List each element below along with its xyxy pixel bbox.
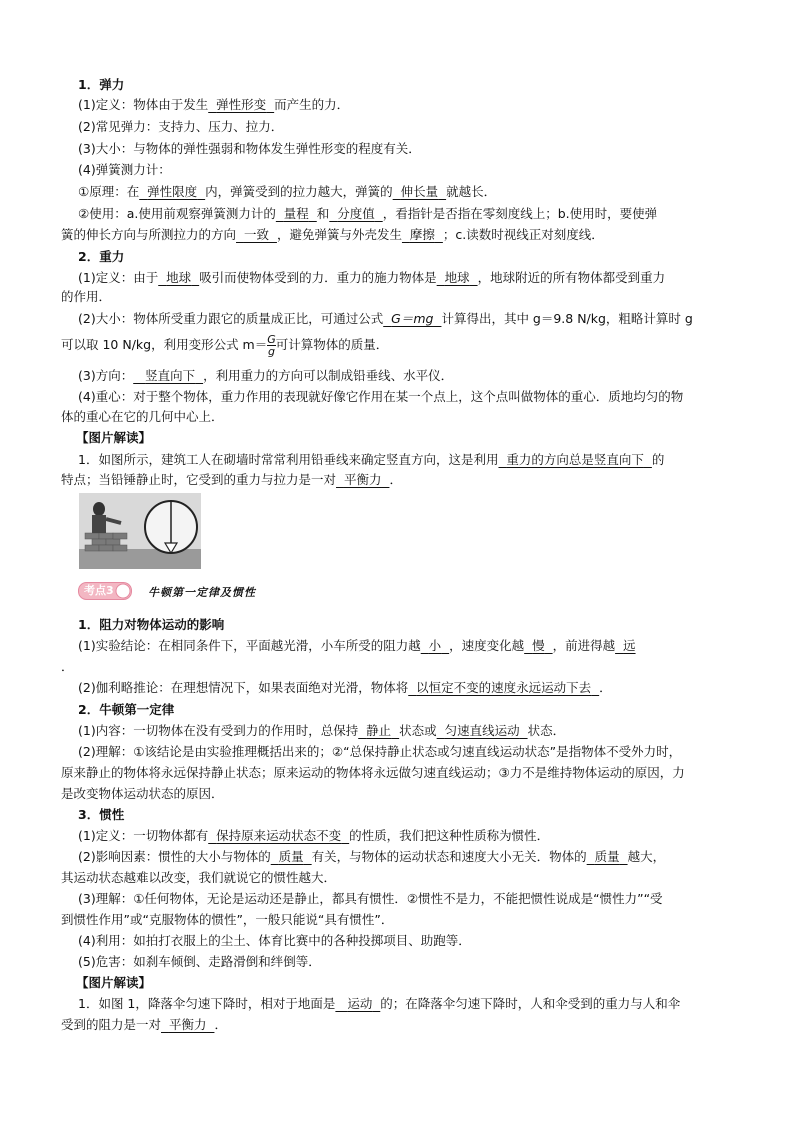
blank-answer: 远 [623,638,636,653]
exam-point-badge-label: 考点3 [84,584,114,597]
blank-answer: G＝mg [391,311,434,326]
elastic-common: (2)常见弹力：支持力、压力、拉力． [78,119,284,134]
picture-interpretation-heading: 【图片解读】 [76,430,152,445]
blank-answer: 小 [428,638,442,653]
experiment-conclusion-1: (1)实验结论：在相同条件下，平面越光滑，小车所受的阻力越 小 ，速度变化越 慢 ，前进得越 远 [78,638,636,653]
experiment-conclusion-2: ． [61,659,74,674]
blank-answer: 分度值 [337,206,375,221]
newton-law-understanding-2: 原来静止的物体将永远保持静止状态；原来运动的物体将永远做匀速直线运动；③力不是维持物体运动的原因，力 [61,765,685,780]
blank-answer: 竖直向下 [145,368,196,383]
galileo-inference: (2)伽利略推论：在理想情况下，如果表面绝对光滑，物体将 以恒定不变的速度永远运动下去 ． [78,680,612,695]
spring-meter: (4)弹簧测力计： [78,162,171,177]
heading-gravity: 2．重力 [78,249,125,264]
heading-elastic-force: 1．弹力 [78,77,125,92]
gravity-size-1: (2)大小：物体所受重力跟它的质量成正比，可通过公式 G＝mg 计算得出，其中 g＝9.8 N/kg，粗略计算时 g [78,311,693,326]
gravity-definition-2: 的作用． [61,289,112,304]
meter-use-2: 簧的伸长方向与所测拉力的方向 一致 ，避免弹簧与外壳发生 摩擦 ；c.读数时视线正对刻度线． [61,227,604,242]
plumb-line-text-2: 特点；当铅锤静止时，它受到的重力与拉力是一对 平衡力 ． [61,472,402,487]
newton-law-content: (1)内容：一切物体在没有受到力的作用时，总保持 静止 状态或 匀速直线运动 状态． [78,723,566,738]
fraction-G-over-g: $\frac{G}{g}$ [267,333,276,358]
parachute-text-1: 1．如图 1，降落伞匀速下降时，相对于地面是 运动 的；在降落伞匀速下降时，人和伞受到的重力与人和伞 [78,996,681,1011]
blank-answer: 量程 [283,206,309,221]
parachute-text-2: 受到的阻力是一对 平衡力 ． [61,1017,227,1032]
picture-interpretation-heading-2: 【图片解读】 [76,975,152,990]
elastic-size: (3)大小：与物体的弹性强弱和物体发生弹性形变的程度有关． [78,141,421,156]
inertia-factors-2: 其运动状态越难以改变，我们就说它的惯性越大． [61,870,337,885]
blank-answer: 平衡力 [168,1017,207,1032]
blank-answer: 弹性限度 [147,184,198,199]
meter-principle: ①原理：在 弹性限度 内，弹簧受到的拉力越大，弹簧的 伸长量 就越长． [78,184,497,199]
blank-answer: 静止 [366,723,392,738]
worker-plumb-line-figure [79,493,201,569]
blank-answer: 匀速直线运动 [444,723,520,738]
blank-answer: 质量 [278,849,304,864]
meter-use-1: ②使用：a.使用前观察弹簧测力计的 量程 和 分度值 ，看指针是否指在零刻度线上；b.使用时，要使弹 [78,206,658,221]
gravity-center-1: (4)重心：对于整个物体，重力作用的表现就好像它作用在某一个点上，这个点叫做物体的重心．质地均匀的物 [78,389,684,404]
blank-answer: 质量 [594,849,620,864]
plumb-line-text-1: 1．如图所示，建筑工人在砌墙时常常利用铅垂线来确定竖直方向，这是利用 重力的方向总是竖直向下 的 [78,452,665,467]
blank-answer: 弹性形变 [216,97,267,112]
blank-answer: 重力的方向总是竖直向下 [506,452,644,467]
inertia-understanding-2: 到惯性作用”或“克服物体的惯性”，一般只能说“具有惯性”． [61,912,394,927]
blank-answer: 摩擦 [409,227,435,242]
gravity-definition-1: (1)定义：由于 地球 吸引而使物体受到的力．重力的施力物体是 地球 ，地球附近的所有物体都受到重力 [78,270,666,285]
heading-resistance: 1．阻力对物体运动的影响 [78,617,225,632]
blank-answer: 慢 [532,638,545,653]
blank-answer: 地球 [166,270,192,285]
newton-law-understanding-3: 是改变物体运动状态的原因． [61,786,224,801]
inertia-use: (4)利用：如拍打衣服上的尘土、体育比赛中的各种投掷项目、助跑等． [78,933,471,948]
exam-point-title: 牛顿第一定律及惯性 [148,586,256,599]
blank-answer: 平衡力 [343,472,382,487]
blank-answer: 地球 [444,270,470,285]
blank-answer: 保持原来运动状态不变 [216,828,342,843]
inertia-factors-1: (2)影响因素：惯性的大小与物体的 质量 有关，与物体的运动状态和速度大小无关．物体的 质量 越大， [78,849,666,864]
blank-answer: 伸长量 [400,184,439,199]
gravity-center-2: 体的重心在它的几何中心上． [61,409,224,424]
inertia-definition: (1)定义：一切物体都有 保持原来运动状态不变 的性质，我们把这种性质称为惯性． [78,828,550,843]
heading-newton-first-law: 2．牛顿第一定律 [78,702,175,717]
elastic-definition: (1)定义：物体由于发生 弹性形变 而产生的力． [78,97,350,112]
blank-answer: 以恒定不变的速度永远运动下去 [416,680,592,695]
blank-answer: 运动 [347,996,373,1011]
inertia-harm: (5)危害：如刹车倾倒、走路滑倒和绊倒等． [78,954,321,969]
gravity-direction: (3)方向： 竖直向下 ，利用重力的方向可以制成铅垂线、水平仪． [78,368,454,383]
heading-inertia: 3．惯性 [78,807,125,822]
gravity-size-2: 可以取 10 N/kg，利用变形公式 m＝ $\frac{G}{g}$ 可计算物体的质量． [61,333,389,358]
inertia-understanding-1: (3)理解：①任何物体，无论是运动还是静止，都具有惯性．②惯性不是力，不能把惯性说成是“惯性力”“受 [78,891,663,906]
blank-answer: 一致 [243,227,269,242]
newton-law-understanding-1: (2)理解：①该结论是由实验推理概括出来的；②“总保持静止状态或匀速直线运动状态”是指物体不受外力时， [78,744,682,759]
